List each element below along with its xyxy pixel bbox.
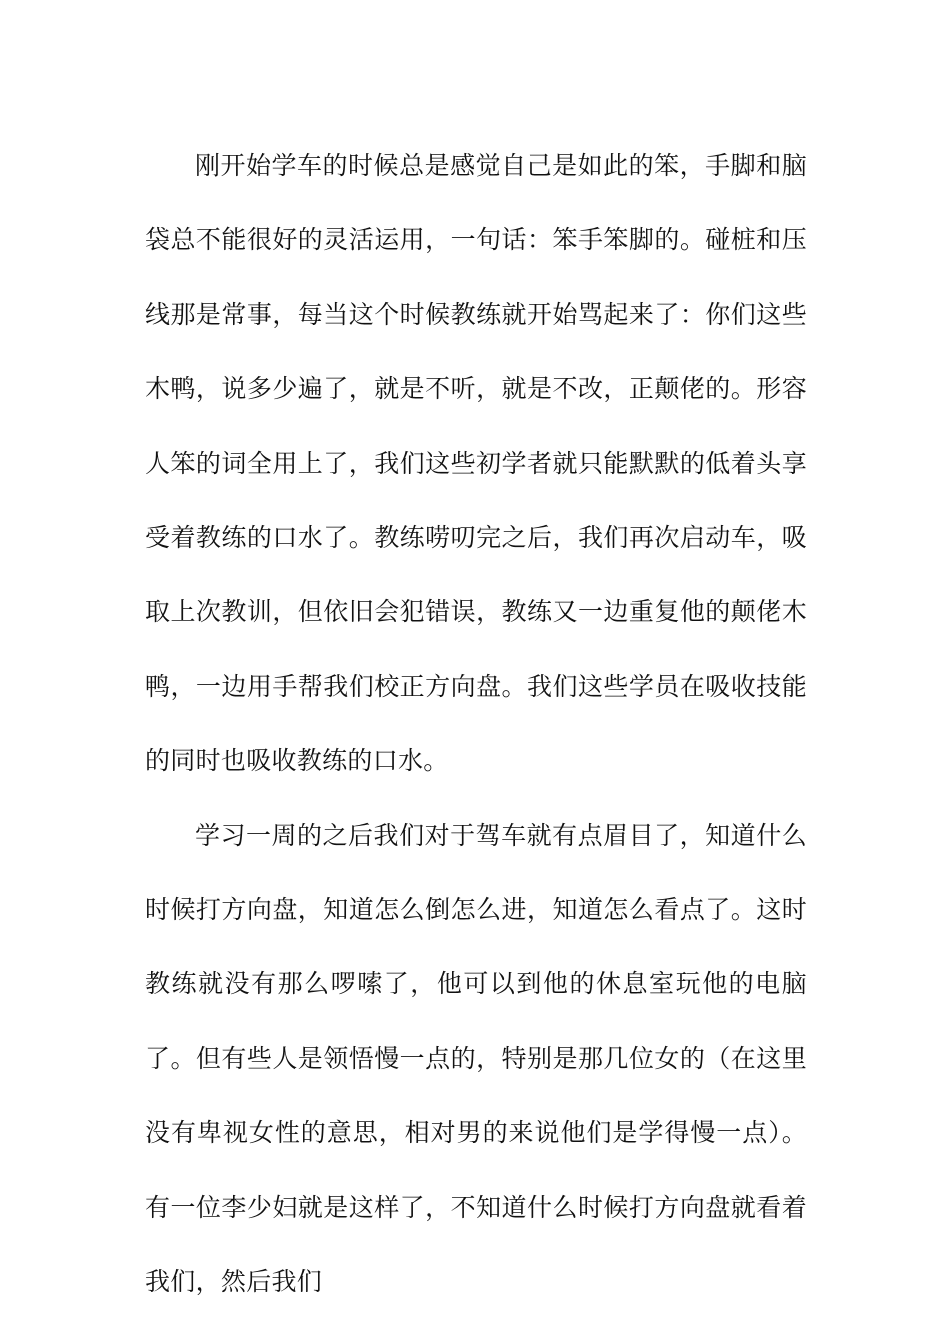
document-body	[145, 129, 807, 1320]
paragraph: 学习一周的之后我们对于驾车就有点眉目了，知道什么时候打方向盘，知道怎么倒怎么进，知道怎么看点了。这时教练就没有那么啰嗦了，他可以到他的休息室玩他的电脑了。但有些人是领悟慢一点的，特别是那几位女的（在这里没有卑视女性的意思，相对男的来说他们是学得慢一点）。有一位李少妇就是这样了，不知道什么时候打方向盘就看着我们，然后我们	[145, 820, 807, 1297]
paragraph: 刚开始学车的时候总是感觉自己是如此的笨，手脚和脑袋总不能很好的灵活运用，一句话：笨手笨脚的。碰桩和压线那是常事，每当这个时候教练就开始骂起来了：你们这些木鸭，说多少遍了，就是不听，就是不改，正颠佬的。形容人笨的词全用上了，我们这些初学者就只能默默的低着头享受着教练的口水了。教练唠叨完之后，我们再次启动车，吸取上次教训，但依旧会犯错误，教练又一边重复他的颠佬木鸭，一边用手帮我们校正方向盘。我们这些学员在吸收技能的同时也吸收教练的口水。	[145, 151, 807, 776]
